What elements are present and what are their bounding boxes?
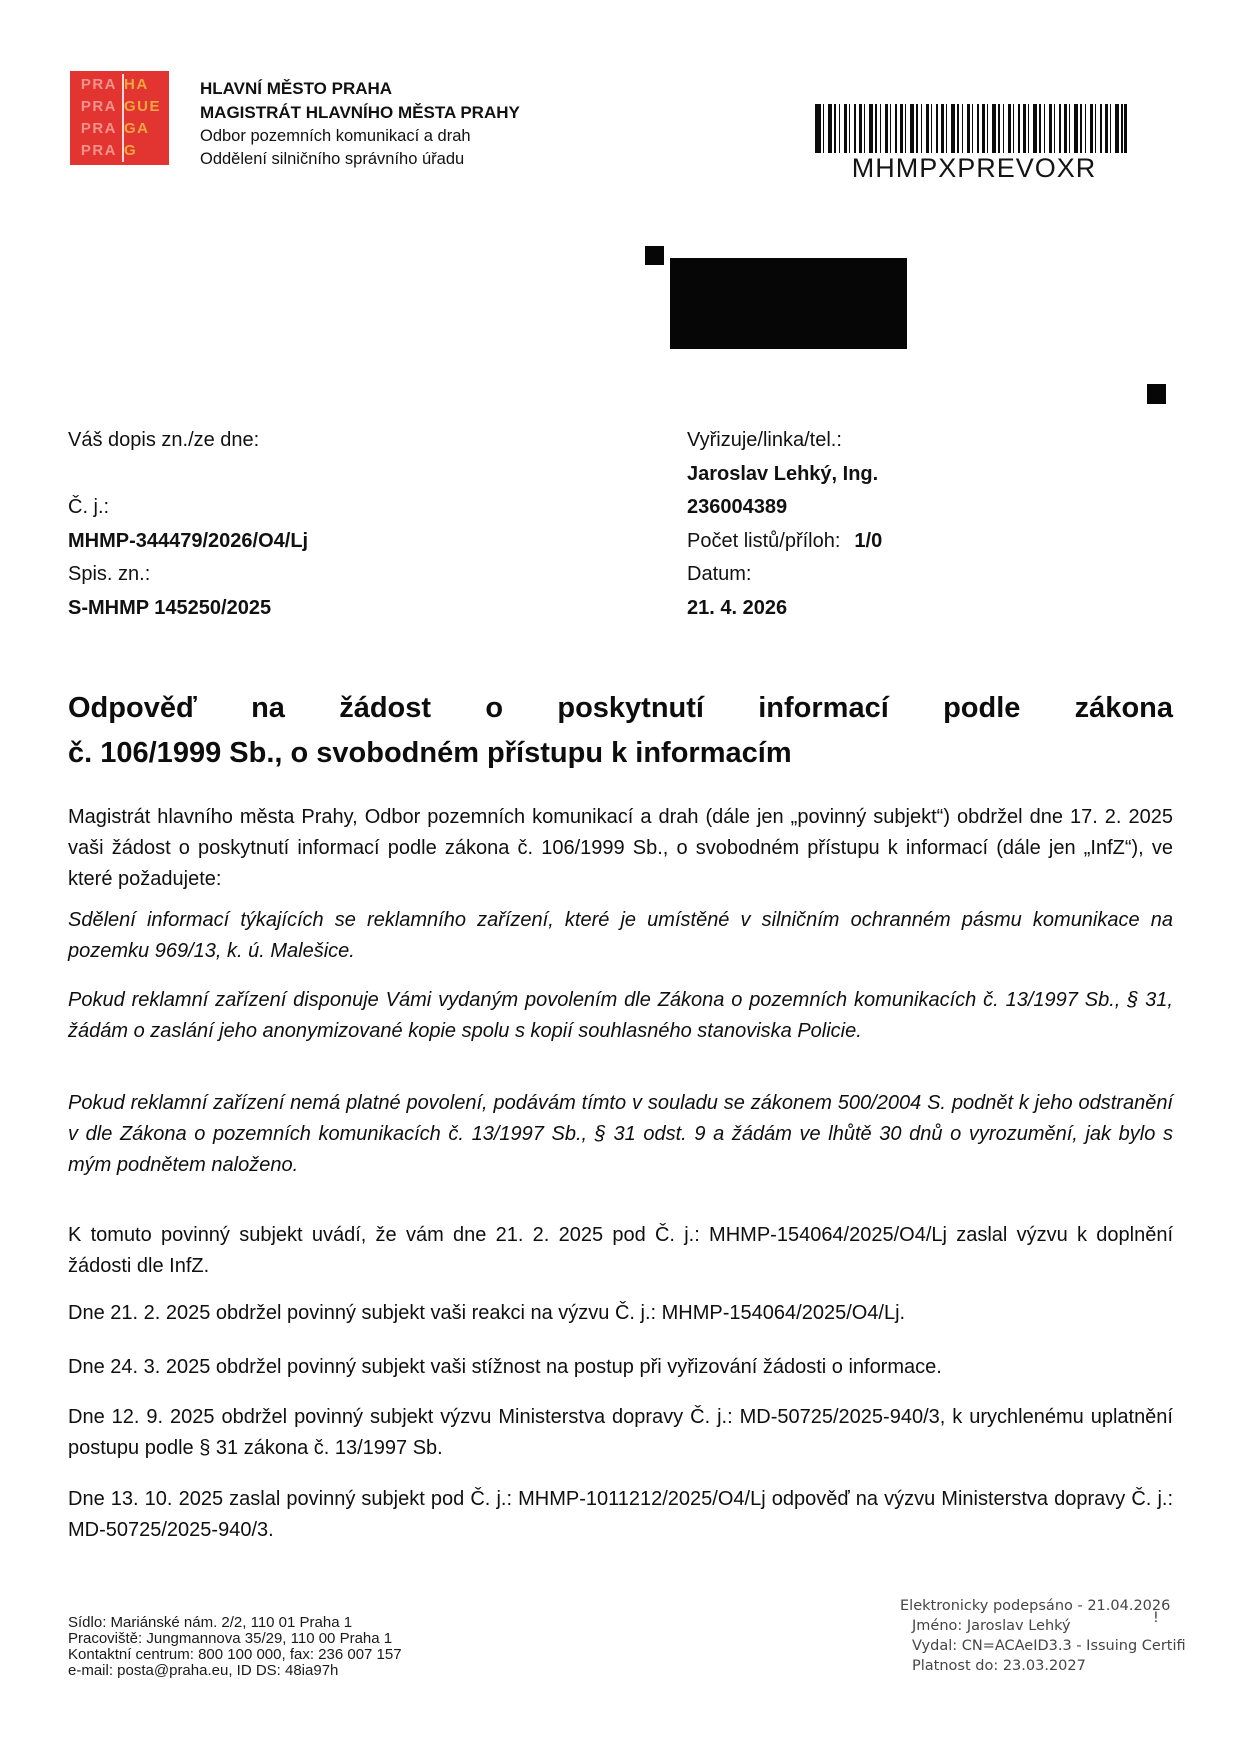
logo-text-pra: PRA [80,98,117,115]
praha-logo [70,71,169,165]
footer-contact-block [68,1615,628,1679]
redacted-square-right [1147,384,1166,404]
handler-name: Jaroslav Lehký, Ing. [687,462,879,485]
document-title-line2: č. 106/1999 Sb., o svobodném přístupu k informacím [68,737,792,769]
paragraph-request-2: Pokud reklamní zařízení disponuje Vámi vydaným povolením dle Zákona o pozemních komunikacích č. 13/1997 Sb., § 31, žádám o zaslání jeho anonymizované kopie spolu s kopií souhlasného stanoviska Policie. [68,989,1173,1042]
redacted-address-block [670,258,907,349]
sheets-line [687,525,1187,559]
paragraph-request-3: Pokud reklamní zařízení nemá platné povolení, podávám tímto v souladu se zákonem 500/2004 S. podnět k jeho odstranění v dle Zákona o pozemních komunikacích č. 13/1997 Sb., § 31 odst. 9 a žádám ve lhůtě 30 dnů o vyrozumění, jak bylo s mým podnětem naloženo. [68,1092,1173,1176]
logo-divider [122,74,124,162]
org-name-line: MAGISTRÁT HLAVNÍHO MĚSTA PRAHY [200,103,520,122]
footer-address-line: Sídlo: Mariánské nám. 2/2, 110 01 Praha 1 [68,1614,353,1631]
meta-right-column [687,424,1187,625]
redacted-square-small [645,246,664,265]
electronic-signature-block [900,1596,1241,1676]
footer-email-line: e-mail: posta@praha.eu, ID DS: 48ia97h [68,1662,339,1679]
paragraph-reply-4: Dne 12. 9. 2025 obdržel povinný subjekt výzvu Ministerstva dopravy Č. j.: MD-50725/2025-940/3, k urychlenému uplatnění postupu podle § 31 zákona č. 13/1997 Sb. [68,1406,1173,1459]
footer-phone-line: Kontaktní centrum: 800 100 000, fax: 236 007 157 [68,1646,402,1663]
barcode-label: MHMPXPREVOXR [851,153,1097,183]
paragraph-request-1: Sdělení informací týkajících se reklamního zařízení, které je umístěné v silničním ochranném pásmu komunikace na pozemku 969/13, k. ú. Malešice. [68,909,1173,962]
praha-logo-row [70,140,169,162]
logo-text-gue: GUE [124,98,162,115]
org-department-line: Odbor pozemních komunikací a drah [200,127,471,145]
spis-label: Spis. zn.: [68,563,151,585]
signature-name-line: Jméno: Jaroslav Lehký [912,1618,1071,1634]
signature-issuer-line: Vydal: CN=ACAeID3.3 - Issuing Certifi [912,1638,1186,1654]
sheets-value: 1/0 [854,529,883,552]
meta-spacer [68,458,588,492]
org-name-line: HLAVNÍ MĚSTO PRAHA [200,79,393,98]
document-title-line1: Odpověď na žádost o poskytnutí informací podle zákona [68,692,1173,724]
your-letter-label: Váš dopis zn./ze dne: [68,429,260,451]
date-value: 21. 4. 2026 [687,596,788,619]
paragraph-reply-2: Dne 21. 2. 2025 obdržel povinný subjekt vaši reakci na výzvu Č. j.: MHMP-154064/2025/O4/Lj. [68,1302,906,1324]
date-label: Datum: [687,563,752,585]
logo-text-pra: PRA [80,120,117,137]
barcode-image [815,104,1127,153]
logo-text-pra: PRA [80,76,117,93]
handler-phone: 236004389 [687,496,788,518]
praha-logo-row [70,118,169,140]
sheets-label: Počet listů/příloh: [687,529,841,552]
letterhead-org-block [200,77,680,171]
file-number-label: Č. j.: [68,496,110,518]
signature-clipped-fragment: ! [1153,1610,1159,1626]
paragraph-intro: Magistrát hlavního města Prahy, Odbor pozemních komunikací a drah (dále jen „povinný subjekt“) obdržel dne 17. 2. 2025 vaši žádost o poskytnutí informací podle zákona č. 106/1999 Sb., o svobodném přístupu k informací (dále jen „InfZ“), ve které požadujete: [68,806,1173,890]
logo-text-pra: PRA [80,142,117,159]
org-unit-line: Oddělení silničního správního úřadu [200,150,465,168]
file-number-value: MHMP-344479/2026/O4/Lj [68,529,309,552]
document-title [68,686,1173,776]
logo-text-ga: GA [124,120,150,137]
praha-logo-row [70,74,169,96]
signature-validity-line: Platnost do: 23.03.2027 [912,1658,1086,1674]
logo-text-ha: HA [124,76,149,93]
footer-office-line: Pracoviště: Jungmannova 35/29, 110 00 Praha 1 [68,1630,393,1647]
paragraph-reply-1: K tomuto povinný subjekt uvádí, že vám dne 21. 2. 2025 pod Č. j.: MHMP-154064/2025/O4/Lj zaslal výzvu k doplnění žádosti dle InfZ. [68,1224,1173,1277]
handler-label: Vyřizuje/linka/tel.: [687,429,842,451]
praha-logo-row [70,96,169,118]
paragraph-reply-5: Dne 13. 10. 2025 zaslal povinný subjekt pod Č. j.: MHMP-1011212/2025/O4/Lj odpověď na výzvu Ministerstva dopravy Č. j.: MD-50725/2025-940/3. [68,1488,1173,1541]
meta-left-column [68,424,588,625]
logo-text-g: G [124,142,138,159]
paragraph-reply-3: Dne 24. 3. 2025 obdržel povinný subjekt vaši stížnost na postup při vyřizování žádosti o informace. [68,1356,942,1378]
signature-signed-line: Elektronicky podepsáno - 21.04.2026 [900,1598,1171,1614]
spis-value: S-MHMP 145250/2025 [68,596,272,619]
